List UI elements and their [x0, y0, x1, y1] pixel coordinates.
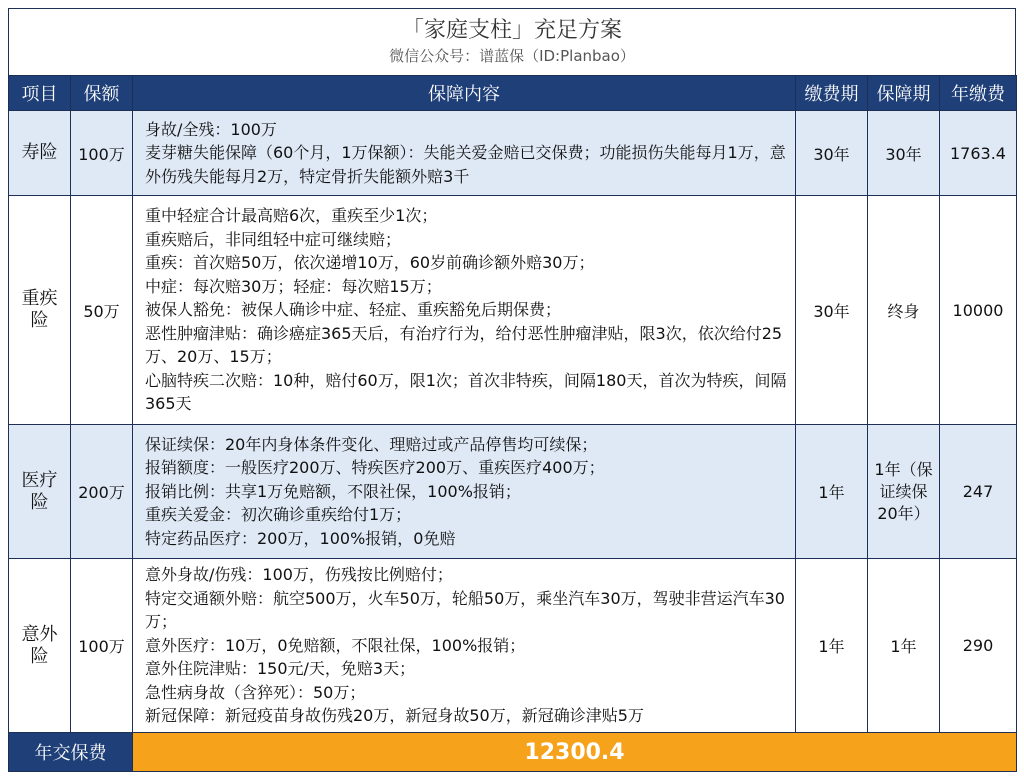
- content-line: 重疾关爱金：初次确诊重疾给付1万；: [145, 505, 412, 525]
- premium-cell: 10000: [940, 196, 1017, 425]
- column-header-cover-period: 保障期: [868, 76, 940, 111]
- content-line: 新冠保障：新冠疫苗身故伤残20万，新冠身故50万，新冠确诊津贴5万: [145, 706, 644, 726]
- content-line: 重疾：首次赔50万，依次递增10万，60岁前确诊额外赔30万；: [145, 253, 595, 273]
- cover-period-cell: 30年: [868, 111, 940, 196]
- column-header-amount: 保额: [71, 76, 133, 111]
- content-line: 心脑特疾二次赔：10种，赔付60万，限1次；首次非特疾，间隔180天，首次为特疾，间隔365天: [145, 370, 787, 414]
- plan-sheet: [8, 8, 1016, 768]
- amount-cell: 100万: [71, 111, 133, 196]
- item-cell: 寿险: [9, 111, 71, 196]
- premium-cell: 290: [940, 559, 1017, 733]
- table-row-critical-illness: [9, 196, 1017, 425]
- title-box: [8, 8, 1016, 76]
- pay-period-cell: 1年: [796, 559, 868, 733]
- content-line: 意外医疗：10万，0免赔额，不限社保，100%报销；: [145, 635, 526, 655]
- content-line: 重疾赔后，非同组轻中症可继续赔；: [145, 229, 402, 249]
- page-subtitle: 微信公众号：谱蓝保（ID:Planbao）: [389, 47, 635, 65]
- content-line: 特定交通额外赔：航空500万，火车50万，轮船50万，乘坐汽车30万，驾驶非营运汽车30万；: [145, 588, 785, 632]
- item-cell: 重疾险: [9, 196, 71, 425]
- premium-cell: 1763.4: [940, 111, 1017, 196]
- pay-period-cell: 1年: [796, 425, 868, 559]
- content-line: 意外住院津贴：150元/天，免赔3天；: [145, 659, 416, 679]
- amount-cell: 50万: [71, 196, 133, 425]
- table-row-accident: [9, 559, 1017, 733]
- column-header-pay-period: 缴费期: [796, 76, 868, 111]
- content-line: 特定药品医疗：200万，100%报销，0免赔: [145, 528, 456, 548]
- amount-cell: 200万: [71, 425, 133, 559]
- content-line: 报销额度：一般医疗200万、特疾医疗200万、重疾医疗400万；: [145, 458, 605, 478]
- item-cell: 医疗险: [9, 425, 71, 559]
- content-line: 被保人豁免：被保人确诊中症、轻症、重疾豁免后期保费；: [145, 300, 562, 320]
- content-line: 意外身故/伤残：100万，伤残按比例赔付；: [145, 565, 453, 585]
- content-cell: [133, 111, 796, 196]
- cover-period-cell: 1年: [868, 559, 940, 733]
- column-header-premium: 年缴费: [940, 76, 1017, 111]
- content-line: 中症：每次赔30万；轻症：每次赔15万；: [145, 276, 442, 296]
- item-cell: 意外险: [9, 559, 71, 733]
- content-line: 身故/全残：100万: [145, 119, 277, 139]
- content-cell: [133, 196, 796, 425]
- content-cell: [133, 559, 796, 733]
- amount-cell: 100万: [71, 559, 133, 733]
- column-header-item: 项目: [9, 76, 71, 111]
- total-label: 年交保费: [9, 733, 133, 772]
- cover-period-cell: 终身: [868, 196, 940, 425]
- content-line: 保证续保：20年内身体条件变化、理赔过或产品停售均可续保；: [145, 434, 598, 454]
- pay-period-cell: 30年: [796, 196, 868, 425]
- total-row: [9, 733, 1017, 772]
- cover-period-cell: 1年（保证续保20年）: [868, 425, 940, 559]
- content-line: 麦芽糖失能保障（60个月，1万保额）：失能关爱金赔已交保费；功能损伤失能每月1万，意外伤残失能每月2万，特定骨折失能额外赔3千: [145, 143, 786, 186]
- table-row-medical: [9, 425, 1017, 559]
- plan-table: [8, 75, 1017, 772]
- content-line: 报销比例：共享1万免赔额，不限社保，100%报销；: [145, 481, 521, 501]
- content-line: 急性病身故（含猝死）：50万；: [145, 682, 366, 702]
- pay-period-cell: 30年: [796, 111, 868, 196]
- table-header-row: [9, 76, 1017, 111]
- column-header-content: 保障内容: [133, 76, 796, 111]
- content-line: 恶性肿瘤津贴：确诊癌症365天后，有治疗行为，给付恶性肿瘤津贴，限3次，依次给付25万、20万、15万；: [145, 323, 783, 367]
- content-line: 重中轻症合计最高赔6次，重疾至少1次；: [145, 206, 438, 226]
- premium-cell: 247: [940, 425, 1017, 559]
- content-cell: [133, 425, 796, 559]
- total-value: 12300.4: [133, 733, 1017, 772]
- page-title: 「家庭支柱」充足方案: [401, 18, 622, 43]
- table-row-life: [9, 111, 1017, 196]
